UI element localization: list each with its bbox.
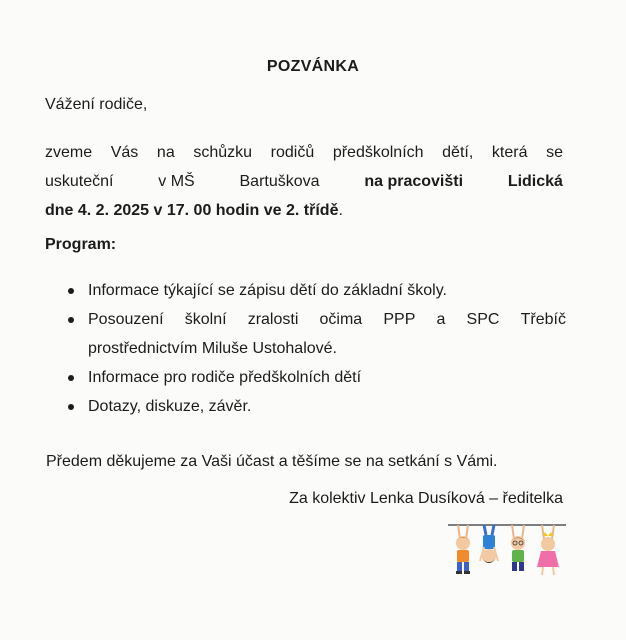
location-bold: na pracovišti xyxy=(364,173,464,190)
word: SPC xyxy=(466,311,500,328)
word: Bartuškova xyxy=(239,173,320,190)
signature: Za kolektiv Lenka Dusíková – ředitelka xyxy=(289,490,563,507)
word: která xyxy=(491,144,528,161)
intro-line-1 xyxy=(45,138,563,167)
word: uskuteční xyxy=(45,173,114,190)
program-heading: Program: xyxy=(45,236,117,253)
period: . xyxy=(338,202,343,219)
kid-4-icon xyxy=(537,525,559,575)
hanging-kids-illustration-icon xyxy=(446,521,568,581)
word: se xyxy=(546,144,563,161)
salutation: Vážení rodiče, xyxy=(45,96,148,113)
word: rodičů xyxy=(270,144,315,161)
list-item-text: Informace pro rodiče předškolních dětí xyxy=(88,369,362,386)
word: zveme xyxy=(45,144,93,161)
document-title: POZVÁNKA xyxy=(266,58,360,75)
word: očima xyxy=(319,311,363,328)
location-bold: Lidická xyxy=(507,173,563,190)
kid-1-icon xyxy=(456,525,470,574)
list-item-line-1 xyxy=(88,305,566,334)
word: PPP xyxy=(383,311,416,328)
date-time-bold: dne 4. 2. 2025 v 17. 00 hodin ve 2. třídě xyxy=(45,202,339,219)
word: předškolních xyxy=(332,144,424,161)
word: školní xyxy=(184,311,227,328)
list-item xyxy=(64,305,566,363)
thanks-line: Předem děkujeme za Vaši účast a těšíme se na setkání s Vámi. xyxy=(46,453,498,470)
word: zralosti xyxy=(247,311,299,328)
list-item xyxy=(64,392,566,421)
word: na xyxy=(156,144,175,161)
word: a xyxy=(436,311,446,328)
word: dětí, xyxy=(442,144,474,161)
list-item xyxy=(64,276,566,305)
word: v MŠ xyxy=(158,173,195,190)
word: Posouzení xyxy=(88,311,164,328)
kid-3-icon xyxy=(511,525,525,571)
list-item-text: Dotazy, diskuze, závěr. xyxy=(88,398,252,415)
list-item-text: Informace týkající se zápisu dětí do základní školy. xyxy=(88,282,447,299)
program-list xyxy=(64,276,566,421)
word: schůzku xyxy=(193,144,253,161)
intro-line-3 xyxy=(45,196,563,225)
intro-line-2 xyxy=(45,167,563,196)
kid-2-icon xyxy=(480,525,498,563)
word: Třebíč xyxy=(520,311,566,328)
list-item-line-2: prostřednictvím Miluše Ustohalové. xyxy=(88,340,337,357)
intro-paragraph xyxy=(45,138,563,225)
word: Vás xyxy=(110,144,139,161)
list-item xyxy=(64,363,566,392)
